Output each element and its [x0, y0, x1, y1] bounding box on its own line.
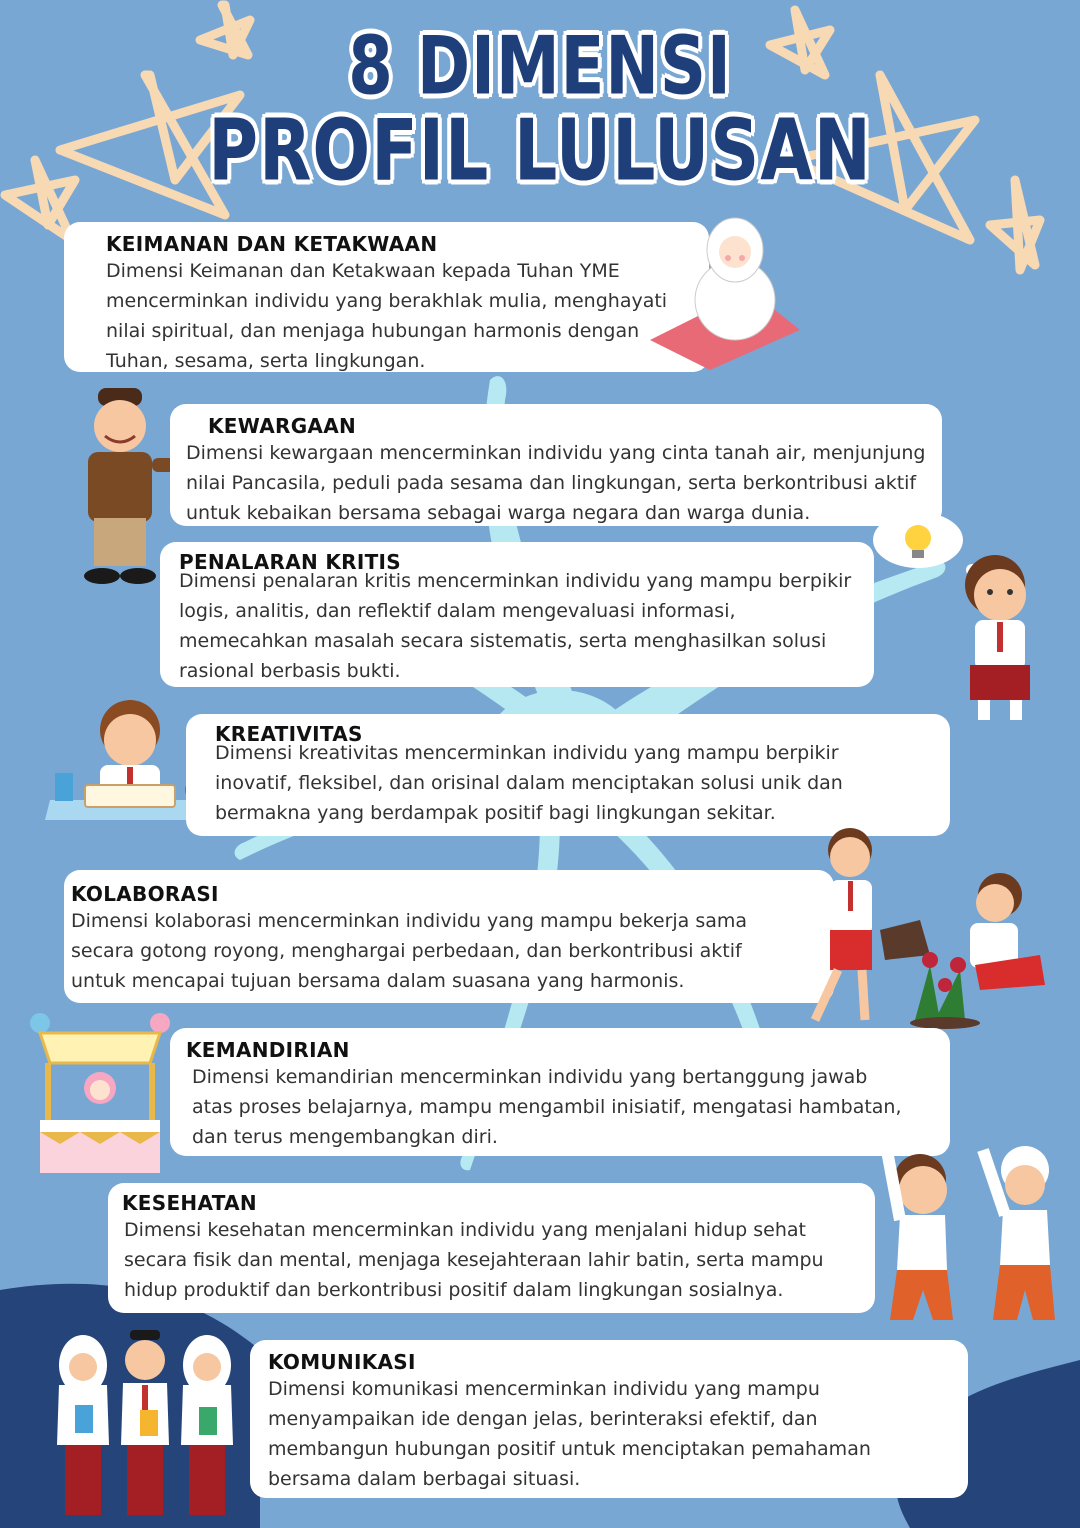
card-heading: KOLABORASI: [71, 882, 219, 906]
exercising-kids-icon: [875, 1130, 1075, 1330]
card-kreativitas: [186, 714, 950, 836]
card-line: Dimensi Keimanan dan Ketakwaan kepada Tuhan YME: [106, 260, 620, 282]
card-heading: KEWARGAAN: [208, 414, 357, 438]
card-line: untuk kebaikan bersama sebagai warga negara dan warga dunia.: [186, 502, 811, 524]
title-line-1: 8 DIMENSI: [348, 20, 732, 114]
card-heading: KEIMANAN DAN KETAKWAAN: [106, 232, 438, 256]
card-kesehatan: [108, 1183, 875, 1313]
card-line: inovatif, fleksibel, dan orisinal dalam menciptakan solusi unik dan: [215, 772, 843, 794]
card-kolaborasi: [64, 870, 834, 1003]
card-line: Dimensi kreativitas mencerminkan individu yang mampu berpikir: [215, 742, 839, 764]
card-line: rasional berbasis bukti.: [179, 660, 401, 682]
card-line: dan terus mengembangkan diri.: [192, 1126, 498, 1148]
card-line: mencerminkan individu yang berakhlak mulia, menghayati: [106, 290, 668, 312]
card-line: hidup produktif dan berkontribusi positif dalam lingkungan sosialnya.: [124, 1279, 784, 1301]
card-line: bermakna yang berdampak positif bagi lingkungan sekitar.: [215, 802, 776, 824]
card-line: logis, analitis, dan reflektif dalam mengevaluasi informasi,: [179, 600, 736, 622]
card-line: Dimensi kolaborasi mencerminkan individu yang mampu bekerja sama: [71, 910, 748, 932]
card-line: Dimensi penalaran kritis mencerminkan individu yang mampu berpikir: [179, 570, 852, 592]
card-line: Tuhan, sesama, serta lingkungan.: [106, 350, 426, 372]
market-stall-icon: [25, 1008, 175, 1173]
card-line: memecahkan masalah secara sistematis, serta menghasilkan solusi: [179, 630, 827, 652]
title-line-2: PROFIL LULUSAN: [208, 102, 872, 201]
card-line: menyampaikan ide dengan jelas, berinteraksi efektif, dan: [268, 1408, 818, 1430]
card-line: untuk mencapai tujuan bersama dalam suasana yang harmonis.: [71, 970, 685, 992]
card-line: nilai Pancasila, peduli pada sesama dan lingkungan, serta berkontribusi aktif: [186, 472, 917, 494]
thinking-boy-icon: [870, 510, 1040, 725]
three-students-icon: [45, 1325, 245, 1525]
card-heading: KREATIVITAS: [215, 722, 363, 746]
card-line: Dimensi kemandirian mencerminkan individu yang bertanggung jawab: [192, 1066, 868, 1088]
card-line: Dimensi kewargaan mencerminkan individu yang cinta tanah air, menjunjung: [186, 442, 926, 464]
card-komunikasi: [250, 1340, 968, 1498]
card-line: Dimensi kesehatan mencerminkan individu yang menjalani hidup sehat: [124, 1219, 806, 1241]
card-heading: KEMANDIRIAN: [186, 1038, 350, 1062]
card-heading: PENALARAN KRITIS: [179, 550, 401, 574]
card-heading: KESEHATAN: [122, 1191, 257, 1215]
praying-girl-icon: [650, 210, 800, 370]
card-keimanan: [64, 222, 709, 372]
card-heading: KOMUNIKASI: [268, 1350, 416, 1374]
card-line: membangun hubungan positif untuk menciptakan pemahaman: [268, 1438, 871, 1460]
card-line: bersama dalam berbagai situasi.: [268, 1468, 581, 1490]
gardening-kids-icon: [800, 825, 1055, 1030]
card-line: secara gotong royong, menghargai perbedaan, dan berkontribusi aktif: [71, 940, 742, 962]
card-penalaran-kritis: [160, 542, 874, 687]
card-line: secara fisik dan mental, menjaga kesejahteraan lahir batin, serta mampu: [124, 1249, 824, 1271]
card-kewargaan: [170, 404, 942, 526]
card-kemandirian: [170, 1028, 950, 1156]
card-line: nilai spiritual, dan menjaga hubungan harmonis dengan: [106, 320, 640, 342]
card-line: atas proses belajarnya, mampu mengambil inisiatif, mengatasi hambatan,: [192, 1096, 902, 1118]
card-line: Dimensi komunikasi mencerminkan individu yang mampu: [268, 1378, 820, 1400]
